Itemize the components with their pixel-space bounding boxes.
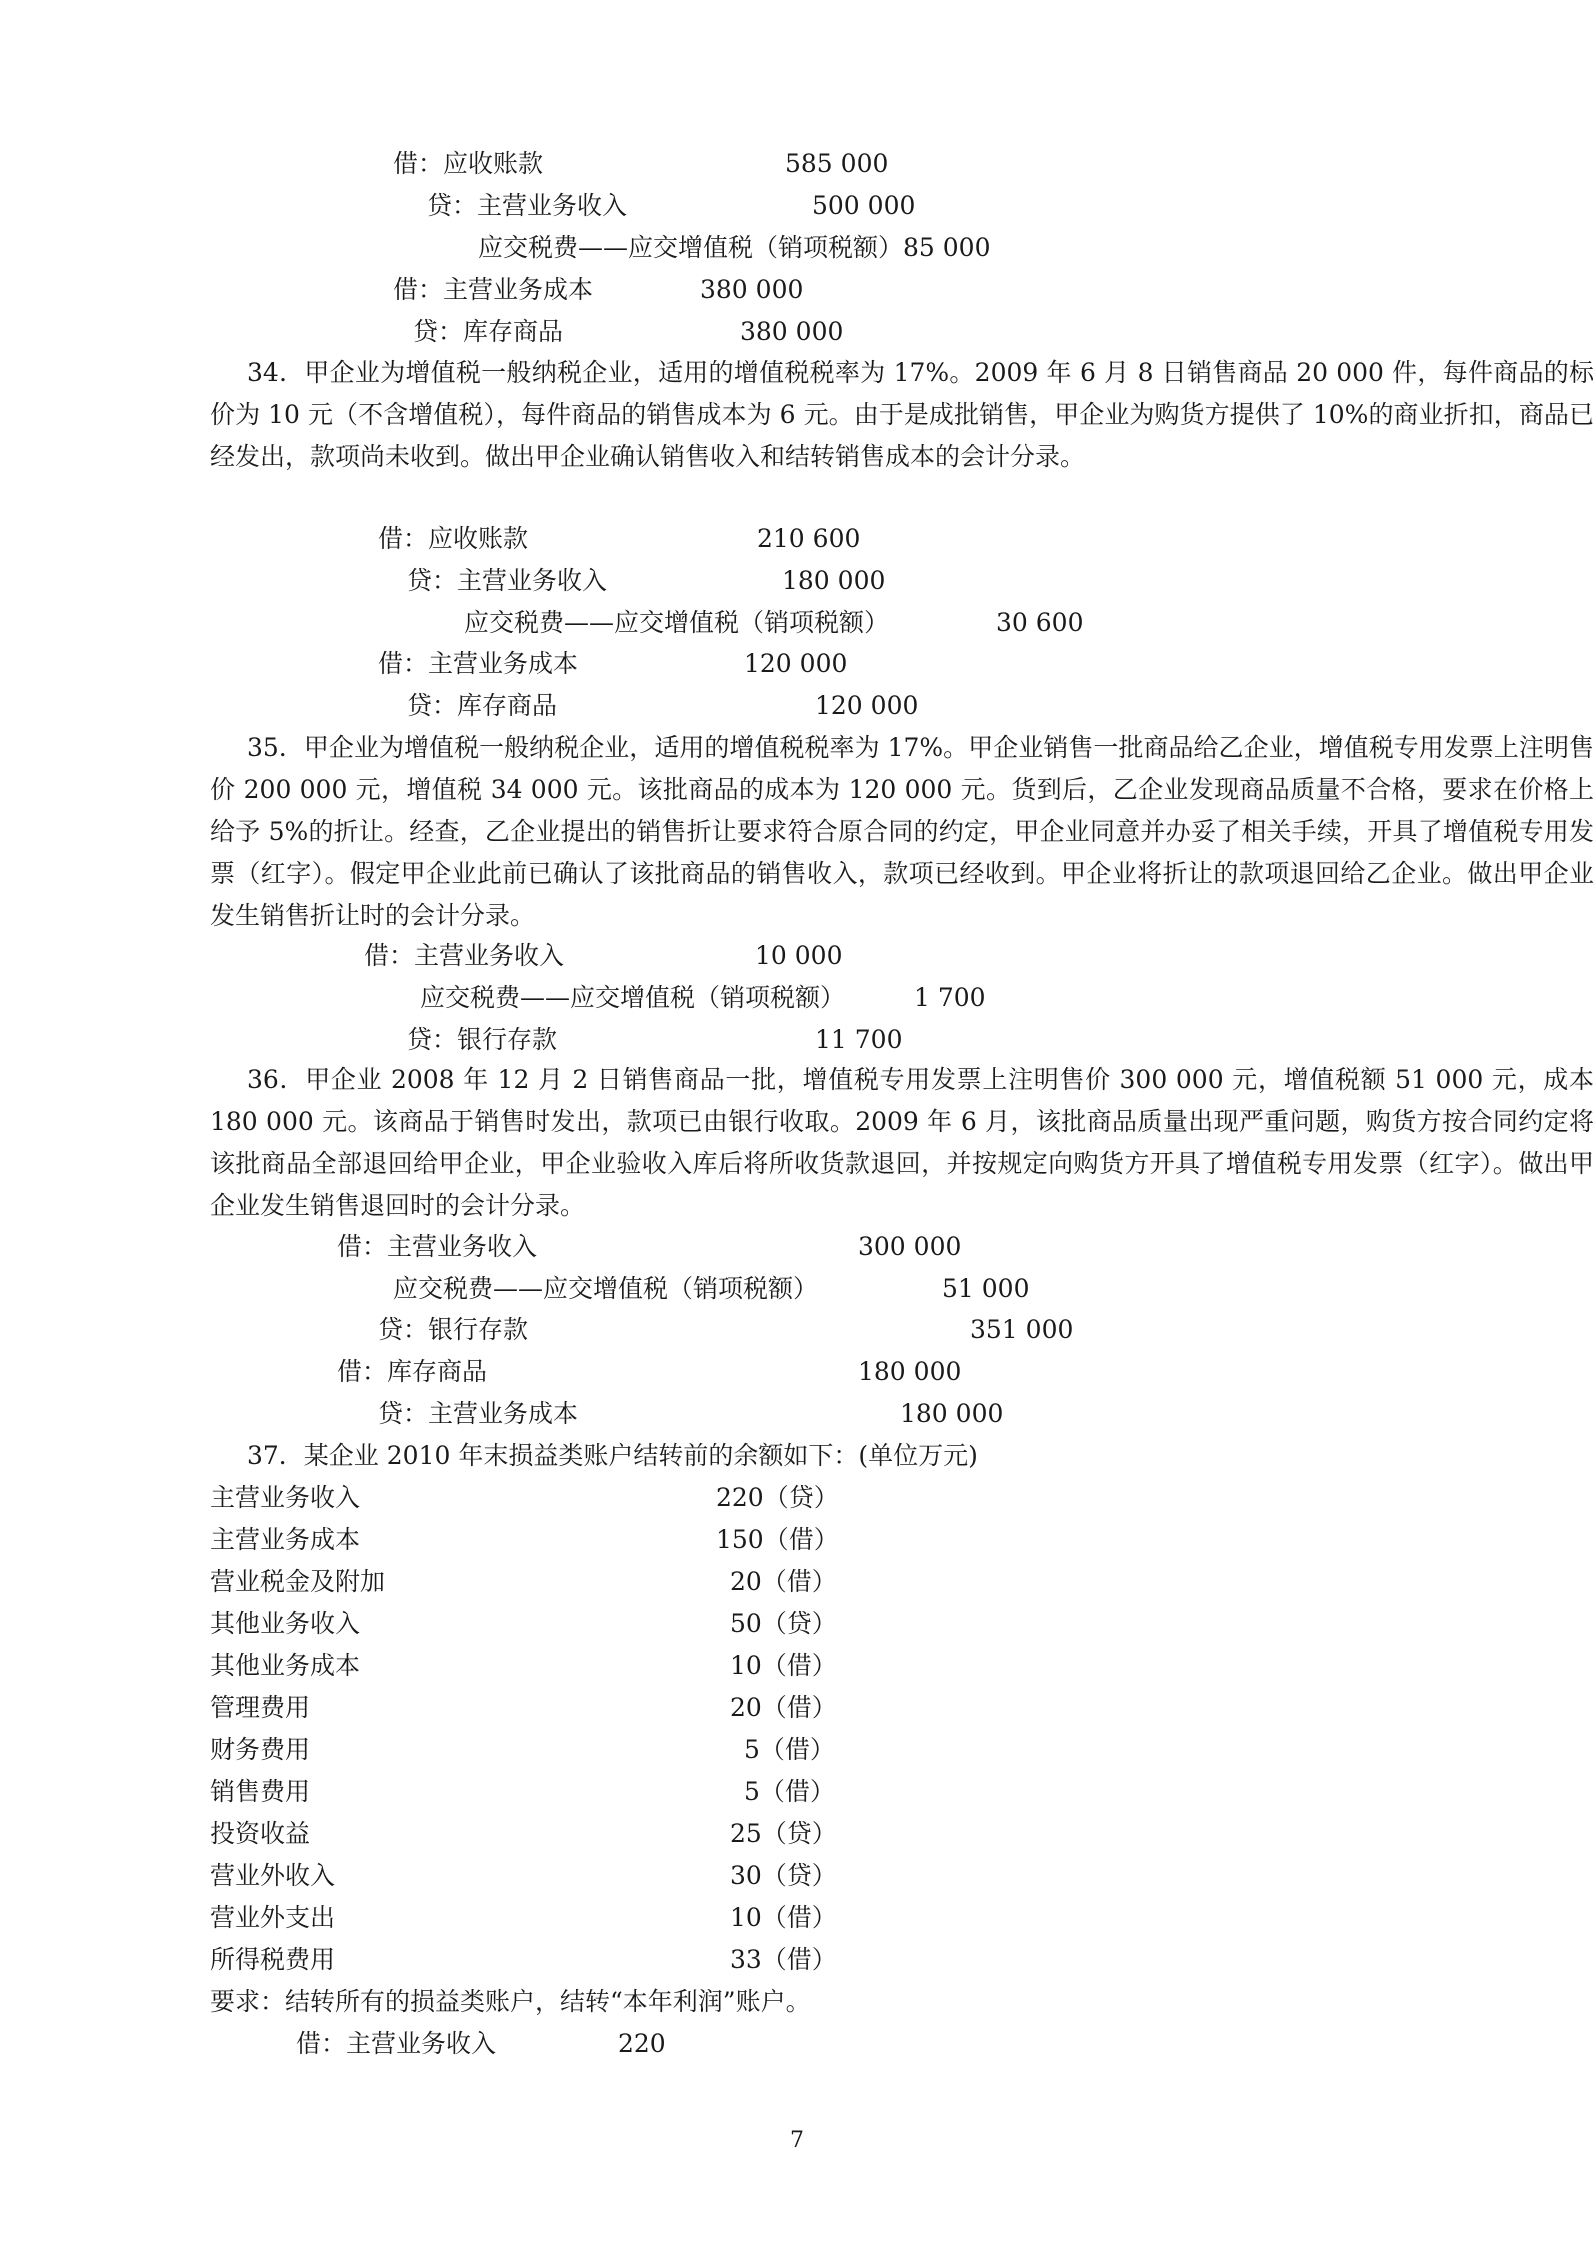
journal-entry-amount: 11 700 [815,1025,903,1054]
account-balance: 25（贷） [730,1819,837,1848]
journal-entry-label: 借：应收账款 [378,524,529,553]
account-name: 其他业务成本 [210,1651,361,1680]
journal-entry-label: 借：应收账款 [393,149,544,178]
account-balance: 33（借） [730,1945,837,1974]
journal-entry-label: 借：主营业务成本 [393,275,594,304]
account-balance: 150（借） [716,1525,839,1554]
account-name: 投资收益 [210,1819,311,1848]
journal-entry-label: 贷：银行存款 [407,1025,558,1054]
journal-entry-label: 借：主营业务收入 [364,941,565,970]
journal-entry-label: 贷：银行存款 [378,1315,529,1344]
question-37-requirement: 要求：结转所有的损益类账户，结转“本年利润”账户。 [210,1987,811,2016]
journal-entry-amount: 120 000 [744,649,848,678]
account-name: 管理费用 [210,1693,311,1722]
journal-entry-label: 贷：主营业务收入 [407,566,608,595]
journal-entry-amount: 180 000 [900,1399,1004,1428]
page-number: 7 [790,2128,804,2153]
journal-entry-label: 应交税费——应交增值税（销项税额） [420,983,846,1012]
journal-entry-label: 借：库存商品 [337,1357,488,1386]
account-balance: 20（借） [730,1693,837,1722]
journal-entry-label: 应交税费——应交增值税（销项税额）85 000 [478,233,991,262]
journal-entry-amount: 10 000 [755,941,843,970]
question-35-text: 35．甲企业为增值税一般纳税企业，适用的增值税税率为 17%。甲企业销售一批商品给乙企业，增值税专用发票上注明售价 200 000 元，增值税 34 000 元。该批商品的成本为 120 000 元。货到后，乙企业发现商品质量不合格，要求在价格上给予 5%的折让。经查，乙企业提出的销售折让要求符合原合同的约定，甲企业同意并办妥了相关手续，开具了增值税专用发票（红字）。假定甲企业此前已确认了该批商品的销售收入，款项已经收到。甲企业将折让的款项退回给乙企业。做出甲企业发生销售折让时的会计分录。 [210,733,1594,930]
account-name: 营业税金及附加 [210,1567,386,1596]
question-36-text: 36．甲企业 2008 年 12 月 2 日销售商品一批，增值税专用发票上注明售价 300 000 元，增值税额 51 000 元，成本 180 000 元。该商品于销售时发出，款项已由银行收取。2009 年 6 月，该批商品质量出现严重问题，购货方按合同约定将该批商品全部退回给甲企业，甲企业验收入库后将所收货款退回，并按规定向购货方开具了增值税专用发票（红字）。做出甲企业发生销售退回时的会计分录。 [210,1065,1594,1220]
account-name: 主营业务收入 [210,1483,361,1512]
journal-entry-amount: 380 000 [740,317,844,346]
journal-entry-label: 贷：库存商品 [413,317,564,346]
journal-entry-label: 贷：主营业务收入 [427,191,628,220]
question-34-text: 34．甲企业为增值税一般纳税企业，适用的增值税税率为 17%。2009 年 6 月 8 日销售商品 20 000 件，每件商品的标价为 10 元（不含增值税），每件商品的销售成本为 6 元。由于是成批销售，甲企业为购货方提供了 10%的商业折扣，商品已经发出，款项尚未收到。做出甲企业确认销售收入和结转销售成本的会计分录。 [210,358,1594,471]
journal-entry-amount: 380 000 [700,275,804,304]
journal-entry-label: 贷：主营业务成本 [378,1399,579,1428]
journal-entry-amount: 585 000 [785,149,889,178]
account-name: 销售费用 [210,1777,311,1806]
journal-entry-label: 贷：库存商品 [407,691,558,720]
account-name: 营业外收入 [210,1861,336,1890]
account-name: 所得税费用 [210,1945,336,1974]
account-balance: 20（借） [730,1567,837,1596]
journal-entry-amount: 1 700 [914,983,986,1012]
account-balance: 50（贷） [730,1609,837,1638]
account-name: 其他业务收入 [210,1609,361,1638]
journal-entry-label: 借：主营业务成本 [378,649,579,678]
journal-entry-label: 应交税费——应交增值税（销项税额） [393,1274,819,1303]
question-37-text: 37．某企业 2010 年末损益类账户结转前的余额如下：(单位万元) [247,1441,978,1470]
journal-entry-amount: 500 000 [812,191,916,220]
account-balance: 10（借） [730,1651,837,1680]
journal-entry-amount: 351 000 [970,1315,1074,1344]
account-balance: 10（借） [730,1903,837,1932]
journal-entry-amount: 180 000 [782,566,886,595]
account-name: 主营业务成本 [210,1525,361,1554]
journal-entry-label: 借：主营业务收入 [337,1232,538,1261]
journal-entry-label: 应交税费——应交增值税（销项税额） [464,608,890,637]
journal-entry-label: 借：主营业务收入 [296,2029,497,2058]
journal-entry-amount: 220 [618,2029,666,2058]
journal-entry-amount: 120 000 [815,691,919,720]
journal-entry-amount: 180 000 [858,1357,962,1386]
account-balance: 220（贷） [716,1483,839,1512]
journal-entry-amount: 30 600 [996,608,1084,637]
account-name: 营业外支出 [210,1903,336,1932]
account-balance: 5（借） [744,1735,835,1764]
account-balance: 5（借） [744,1777,835,1806]
account-balance: 30（贷） [730,1861,837,1890]
journal-entry-amount: 51 000 [942,1274,1030,1303]
journal-entry-amount: 210 600 [757,524,861,553]
account-name: 财务费用 [210,1735,311,1764]
journal-entry-amount: 300 000 [858,1232,962,1261]
